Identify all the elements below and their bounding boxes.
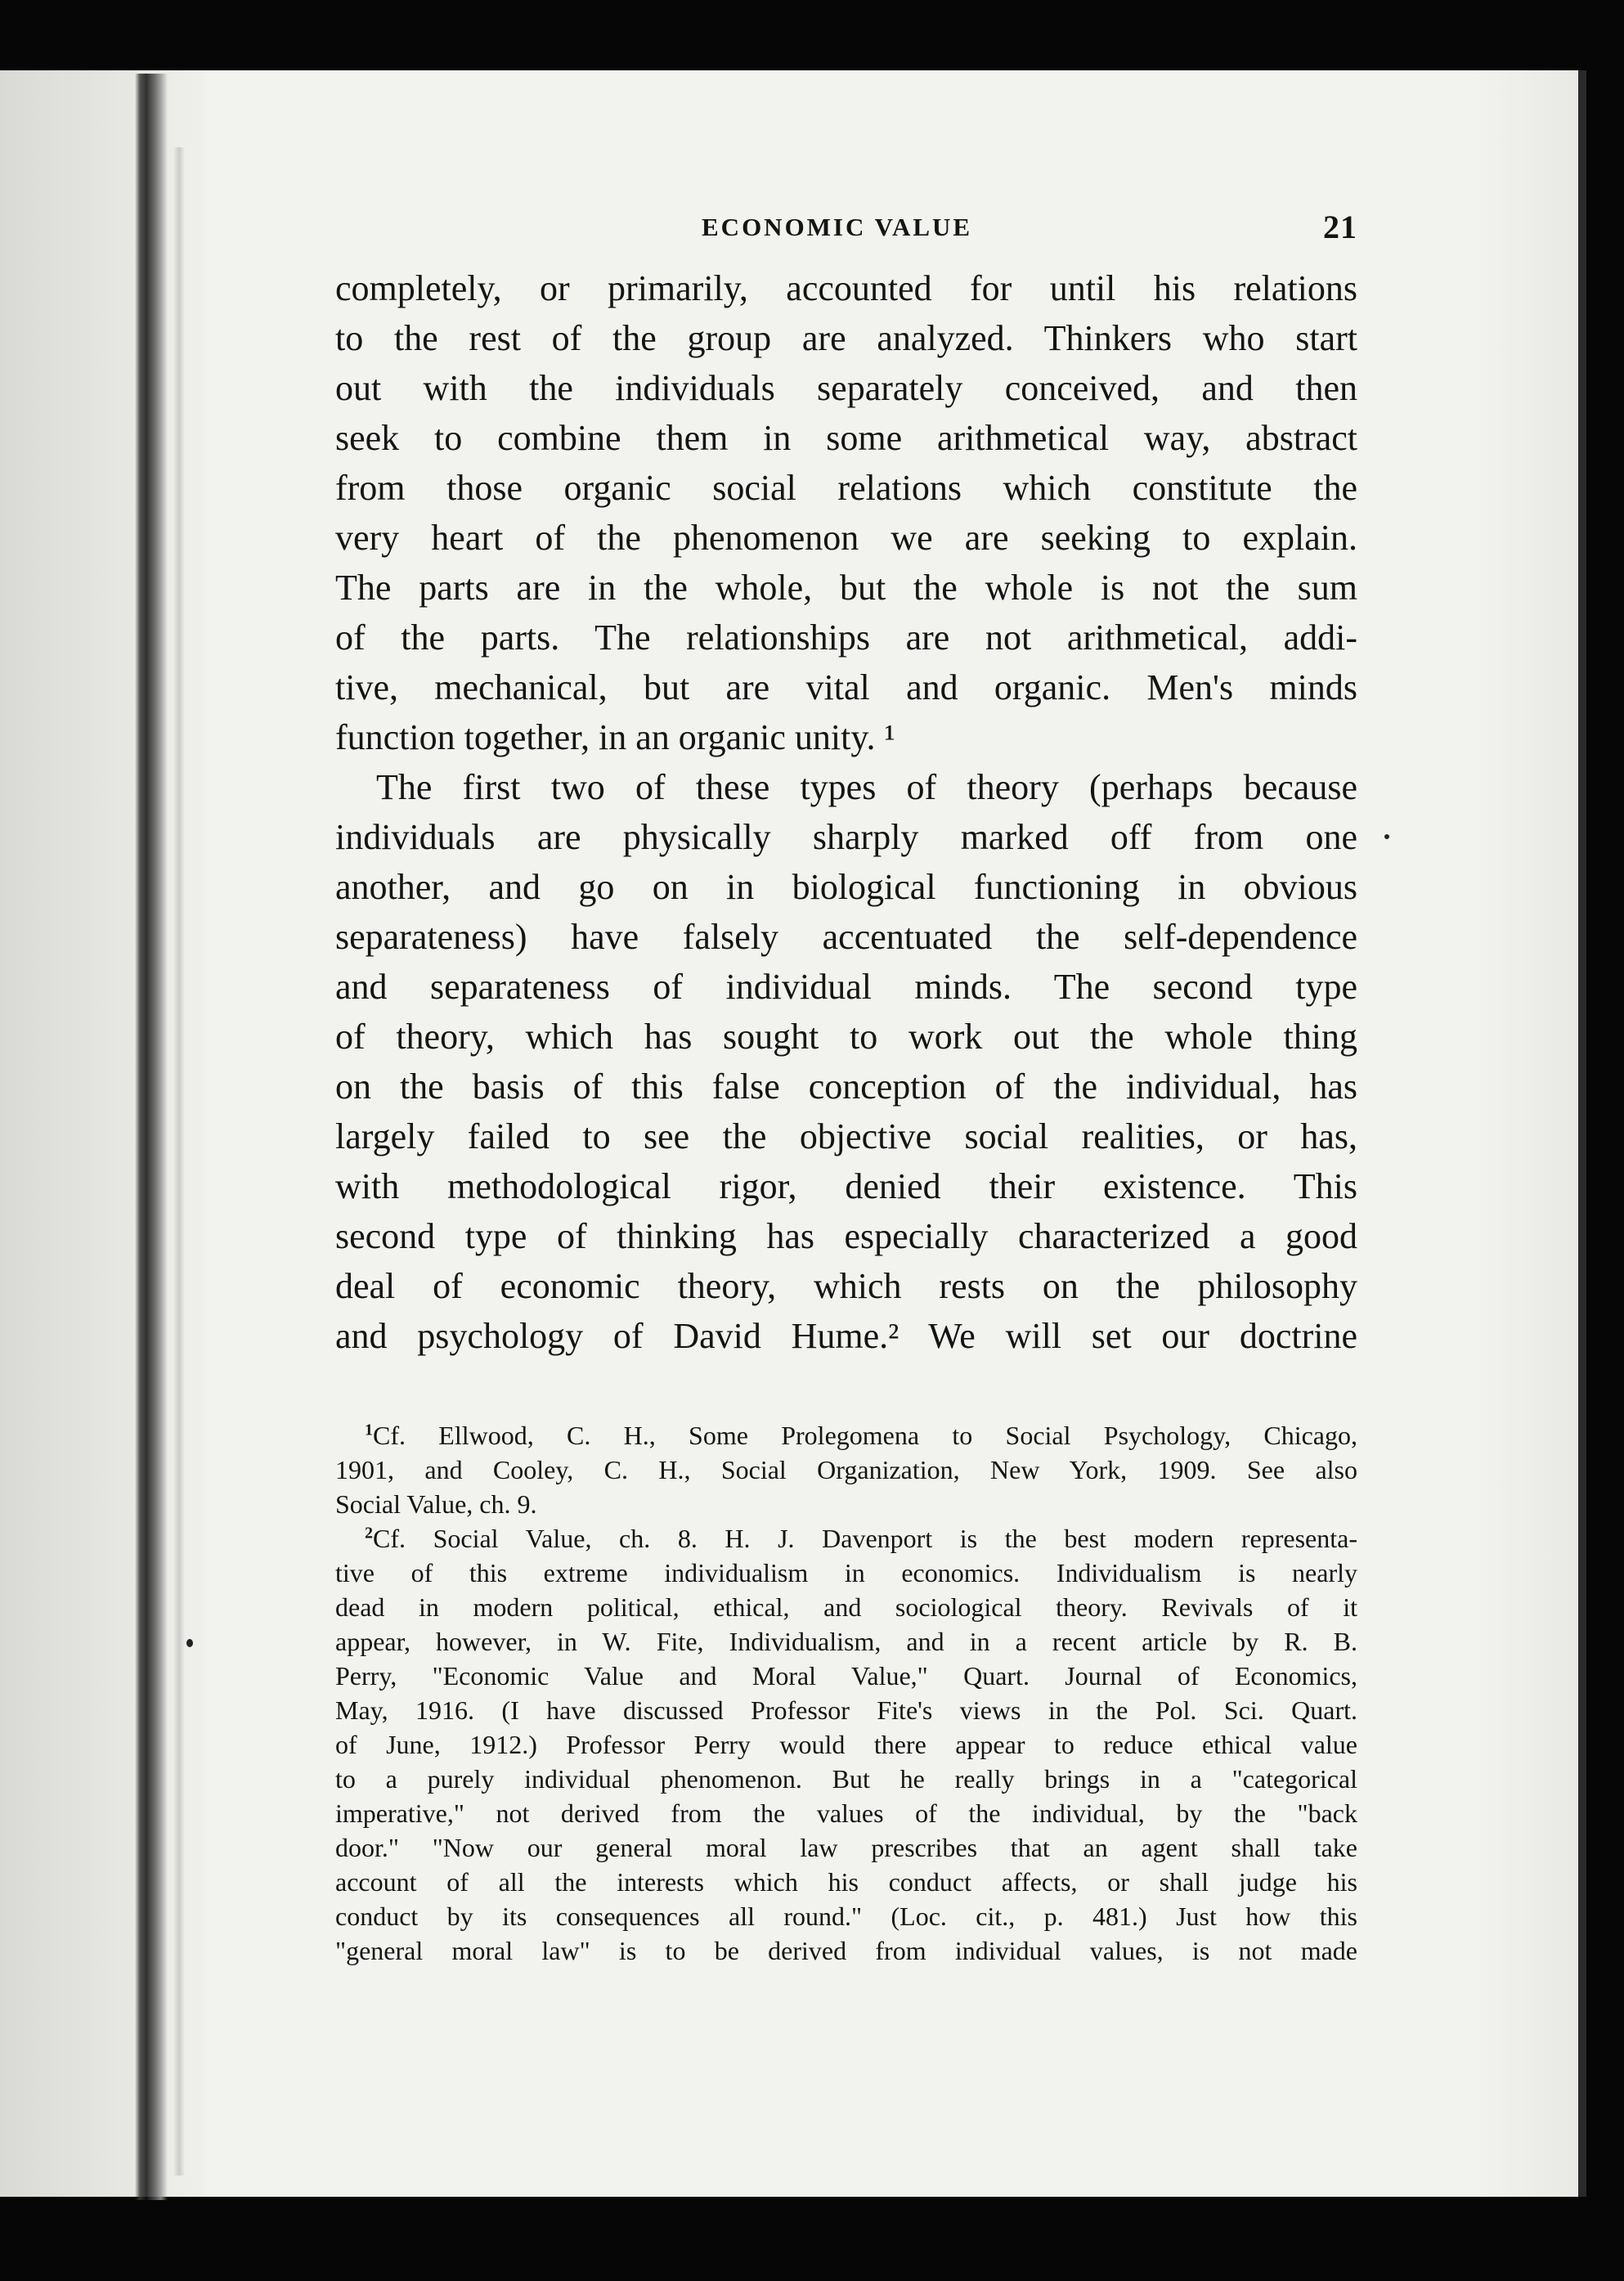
body-line: completely, or primarily, accounted for until his relations [335,268,1357,308]
body-line: to the rest of the group are analyzed. Thinkers who start [335,318,1357,358]
footnote-line: Social Value, ch. 9. [335,1489,537,1519]
footnote-text: Cf. Ellwood, C. H., Some Prolegomena to Social Psychology, Chicago, [373,1421,1357,1450]
ink-speck [1384,834,1389,839]
footnote-line: conduct by its consequences all round." (Loc. cit., p. 481.) Just how this [335,1902,1357,1931]
running-head [335,204,1357,254]
footnote-line: tive of this extreme individualism in economics. Individualism is nearly [335,1558,1357,1587]
body-line: separateness) have falsely accentuated the self-dependence [335,917,1357,957]
binding-shadow [135,74,168,2200]
binding-highlight [173,147,185,2175]
footnote-line: dead in modern political, ethical, and sociological theory. Revivals of it [335,1592,1357,1622]
body-line: individuals are physically sharply marked off from one [335,817,1357,857]
footnote-line: appear, however, in W. Fite, Individualism, and in a recent article by R. B. [335,1627,1357,1656]
body-text [335,263,1357,1361]
footnote-line: to a purely individual phenomenon. But he really brings in a "categorical [335,1764,1357,1794]
footnote-line [335,1521,1357,1556]
body-line: deal of economic theory, which rests on the philosophy [335,1266,1357,1306]
body-line: of theory, which has sought to work out the whole thing [335,1017,1357,1057]
footnote-line: Perry, "Economic Value and Moral Value," Quart. Journal of Economics, [335,1661,1357,1691]
footnote-line: door." "Now our general moral law prescribes that an agent shall take [335,1833,1357,1862]
body-line: The first two of these types of theory (perhaps because [376,767,1357,807]
body-line: on the basis of this false conception of the individual, has [335,1066,1357,1107]
body-line: The parts are in the whole, but the whole is not the sum [335,568,1357,608]
body-line: very heart of the phenomenon we are seeking to explain. [335,518,1357,558]
running-head-title: ECONOMIC VALUE [702,213,973,241]
footnote-text: Cf. Social Value, ch. 8. H. J. Davenport is the best modern representa- [373,1524,1357,1553]
page-right-edge [1578,70,1586,2197]
body-line: second type of thinking has especially characterized a good [335,1216,1357,1256]
body-line: another, and go on in biological functioning in obvious [335,867,1357,907]
text-block [335,204,1357,1968]
footnote-line [335,1418,1357,1453]
footnote-line: account of all the interests which his conduct affects, or shall judge his [335,1867,1357,1897]
body-line: function together, in an organic unity. ¹ [335,717,895,757]
footnote-line: of June, 1912.) Professor Perry would there appear to reduce ethical value [335,1730,1357,1759]
footnote-line: "general moral law" is to be derived from individual values, is not made [335,1936,1357,1965]
body-line: of the parts. The relationships are not arithmetical, addi- [335,617,1357,658]
body-line: out with the individuals separately conceived, and then [335,368,1357,408]
page-number: 21 [1323,209,1357,245]
body-line: seek to combine them in some arithmetical way, abstract [335,418,1357,458]
footnote-marker: 1 [365,1421,373,1439]
footnote-line: May, 1916. (I have discussed Professor Fite's views in the Pol. Sci. Quart. [335,1695,1357,1725]
footnote-line: 1901, and Cooley, C. H., Social Organization, New York, 1909. See also [335,1455,1357,1484]
body-line: with methodological rigor, denied their existence. This [335,1166,1357,1206]
footnote-line: imperative," not derived from the values of the individual, by the "back [335,1798,1357,1828]
footnote-marker: 2 [365,1524,373,1542]
body-line: and separateness of individual minds. The second type [335,967,1357,1007]
body-line: and psychology of David Hume.² We will set our doctrine [335,1316,1357,1356]
body-line: largely failed to see the objective social realities, or has, [335,1116,1357,1156]
footnotes [335,1418,1357,1968]
ink-speck [186,1639,193,1647]
body-line: from those organic social relations which constitute the [335,468,1357,508]
body-line: tive, mechanical, but are vital and organic. Men's minds [335,667,1357,707]
